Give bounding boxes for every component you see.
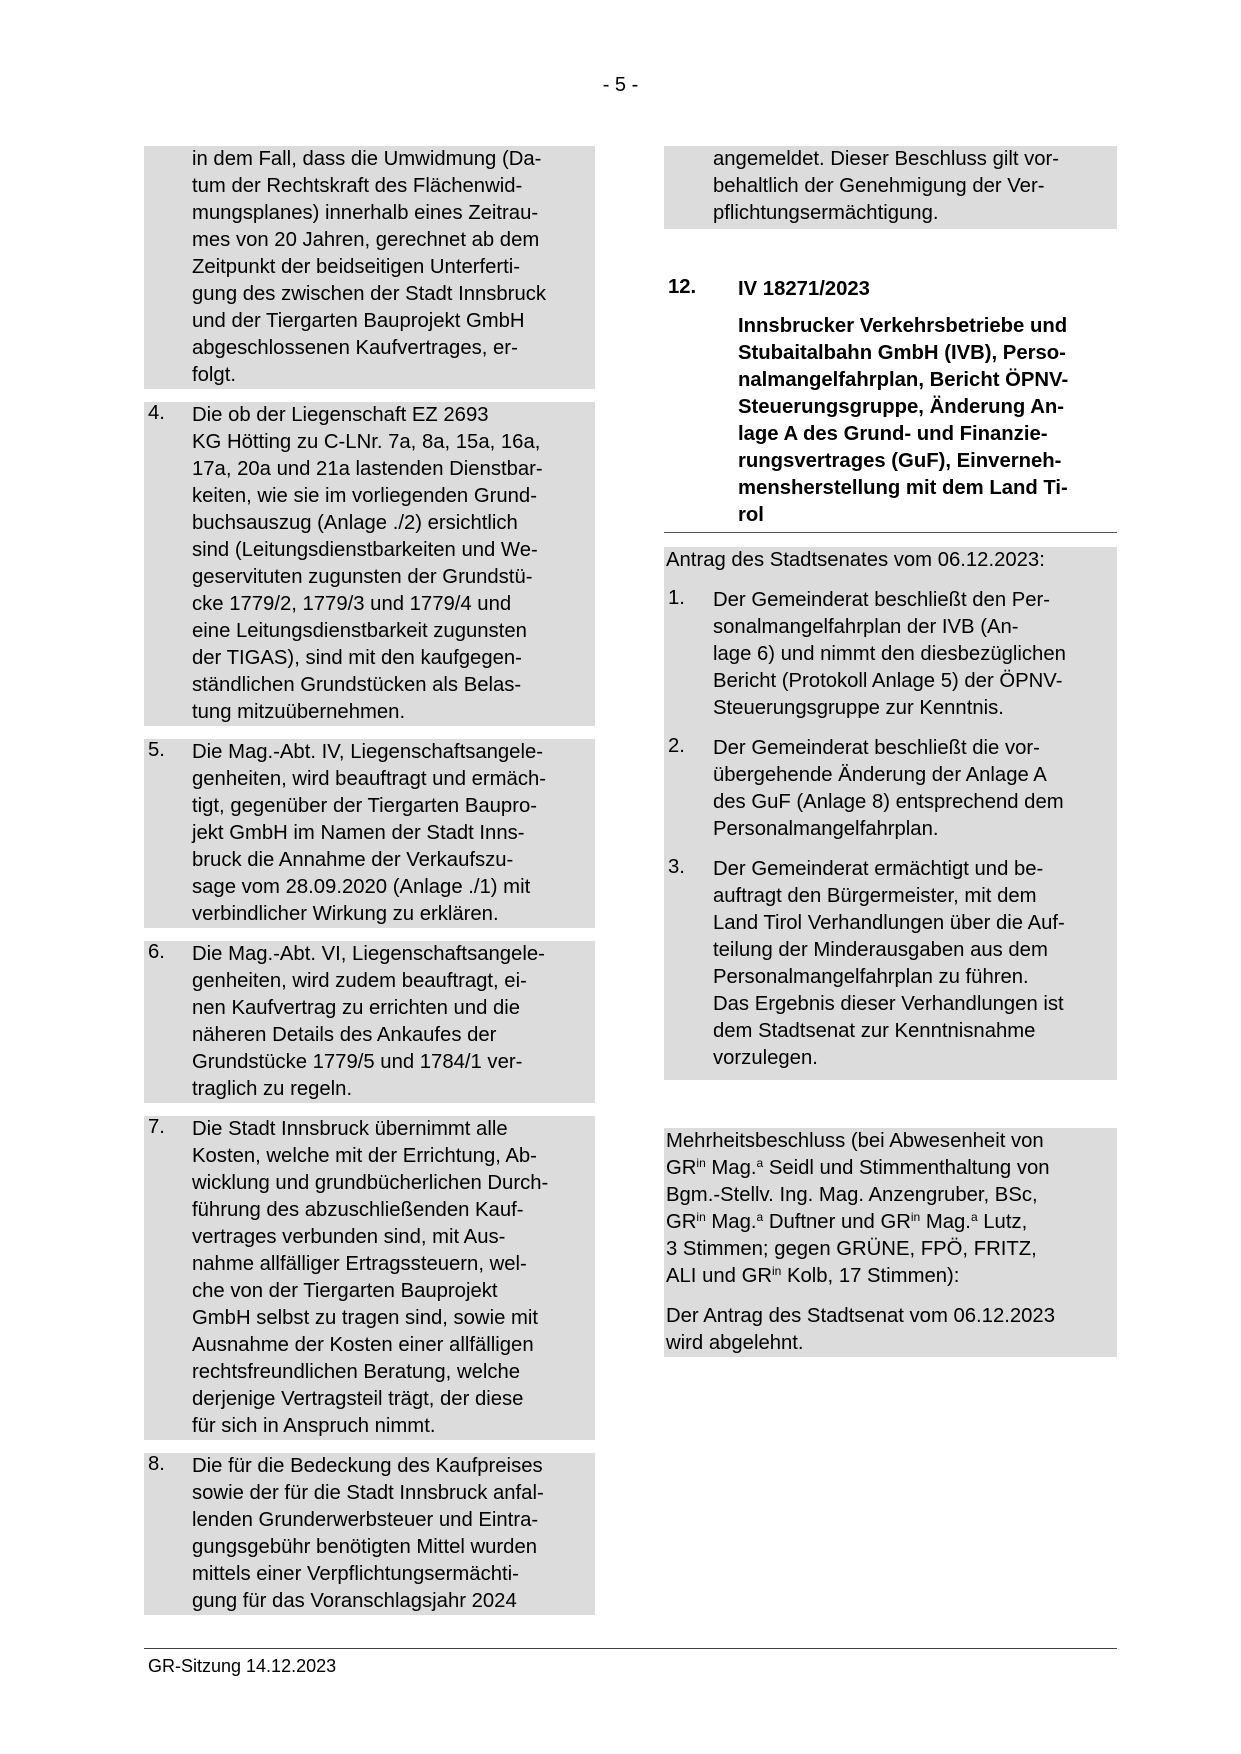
left-column — [144, 146, 595, 1615]
intro-paragraph — [144, 146, 595, 389]
text-line: derjenige Vertragsteil trägt, der diese — [192, 1388, 524, 1410]
text-line: lage 6) und nimmt den diesbezüglichen — [713, 643, 1066, 665]
text-line: ständlichen Grundstücken als Belas- — [192, 674, 522, 696]
motion-heading: Antrag des Stadtsenates vom 06.12.2023: — [666, 549, 1045, 571]
item-number: 1. — [668, 587, 685, 609]
text-line: Die Mag.-Abt. VI, Liegenschaftsangele- — [192, 943, 545, 965]
page-number: - 5 - — [602, 74, 639, 96]
text-line: genheiten, wird beauftragt und ermäch- — [192, 768, 547, 790]
text-line: mes von 20 Jahren, gerechnet ab dem — [192, 229, 540, 251]
motion-item-1 — [664, 587, 1117, 722]
text-line: führung des abzuschließenden Kauf- — [192, 1199, 524, 1221]
text-line: tigt, gegenüber der Tiergarten Baupro- — [192, 795, 537, 817]
text-line: rol — [738, 504, 764, 526]
text-line: Mehrheitsbeschluss (bei Abwesenheit von — [666, 1130, 1044, 1152]
text-line: und der Tiergarten Bauprojekt GmbH — [192, 310, 525, 332]
continuation-paragraph — [664, 146, 1117, 229]
text-line: mungsplanes) innerhalb eines Zeitrau- — [192, 202, 539, 224]
item-number: 3. — [668, 856, 685, 878]
vote-result — [664, 1128, 1117, 1357]
text-line: gung für das Voranschlagsjahr 2024 — [192, 1590, 517, 1612]
text-line: Der Gemeinderat ermächtigt und be- — [713, 858, 1044, 880]
text-line: Grundstücke 1779/5 und 1784/1 ver- — [192, 1051, 523, 1073]
text-line: Die für die Bedeckung des Kaufpreises — [192, 1455, 543, 1477]
text-line: Der Gemeinderat beschließt die vor- — [713, 737, 1040, 759]
text-line: Die Mag.-Abt. IV, Liegenschaftsangele- — [192, 741, 543, 763]
text-line: Land Tirol Verhandlungen über die Auf- — [713, 912, 1065, 934]
list-item-6 — [144, 941, 595, 1103]
text-line: Der Gemeinderat beschließt den Per- — [713, 589, 1051, 611]
list-item-4 — [144, 402, 595, 726]
text-line: wird abgelehnt. — [666, 1332, 804, 1354]
agenda-reference: IV 18271/2023 — [738, 278, 870, 300]
text-line: Personalmangelfahrplan. — [713, 818, 939, 840]
text-line: vorzulegen. — [713, 1047, 818, 1069]
text-line: sowie der für die Stadt Innsbruck anfal- — [192, 1482, 544, 1504]
text-line: keiten, wie sie im vorliegenden Grund- — [192, 485, 537, 507]
text-line: traglich zu regeln. — [192, 1078, 353, 1100]
text-line: jekt GmbH im Namen der Stadt Inns- — [192, 822, 525, 844]
footer-text: GR-Sitzung 14.12.2023 — [148, 1656, 337, 1676]
text-line: tum der Rechtskraft des Flächenwid- — [192, 175, 523, 197]
list-item-5 — [144, 739, 595, 928]
text-line: bruck die Annahme der Verkaufszu- — [192, 849, 514, 871]
item-number: 4. — [148, 402, 165, 424]
text-line: cke 1779/2, 1779/3 und 1779/4 und — [192, 593, 512, 615]
text-line: $GR^{in}$ Mag.$^a$ Seidl und Stimmenthaltung von — [666, 1156, 1050, 1179]
text-line: abgeschlossenen Kaufvertrages, er- — [192, 337, 518, 359]
agenda-number: 12. — [668, 276, 697, 298]
item-number: 6. — [148, 941, 165, 963]
motion-item-3 — [664, 856, 1117, 1072]
agenda-title — [664, 313, 1117, 529]
text-line: gung des zwischen der Stadt Innsbruck — [192, 283, 547, 305]
text-line: folgt. — [192, 364, 236, 386]
text-line: in dem Fall, dass die Umwidmung (Da- — [192, 148, 542, 170]
text-line: rungsvertrages (GuF), Einverneh- — [738, 450, 1062, 472]
text-line: lage A des Grund- und Finanzie- — [738, 423, 1048, 445]
text-line: auftragt den Bürgermeister, mit dem — [713, 885, 1037, 907]
text-line: sind (Leitungsdienstbarkeiten und We- — [192, 539, 538, 561]
item-number: 5. — [148, 739, 165, 761]
text-line: buchsauszug (Anlage ./2) ersichtlich — [192, 512, 518, 534]
text-line: KG Hötting zu C-LNr. 7a, 8a, 15a, 16a, — [192, 431, 541, 453]
text-line: übergehende Änderung der Anlage A — [713, 764, 1047, 786]
text-line: mittels einer Verpflichtungsermächti- — [192, 1563, 519, 1585]
text-line: für sich in Anspruch nimmt. — [192, 1415, 436, 1437]
text-line: che von der Tiergarten Bauprojekt — [192, 1280, 498, 1302]
item-number: 7. — [148, 1116, 165, 1138]
text-line: vertrages verbunden sind, mit Aus- — [192, 1226, 506, 1248]
text-line: Der Antrag des Stadtsenat vom 06.12.2023 — [666, 1305, 1055, 1327]
item-number: 2. — [668, 735, 685, 757]
text-line: genheiten, wird zudem beauftragt, ei- — [192, 970, 527, 992]
text-line: der TIGAS), sind mit den kaufgegen- — [192, 647, 522, 669]
text-line: lenden Grunderwerbsteuer und Eintra- — [192, 1509, 539, 1531]
text-line: Innsbrucker Verkehrsbetriebe und — [738, 315, 1068, 337]
text-line: des GuF (Anlage 8) entsprechend dem — [713, 791, 1064, 813]
right-column — [664, 146, 1117, 1357]
text-line: nalmangelfahrplan, Bericht ÖPNV- — [738, 369, 1069, 391]
text-line: Stubaitalbahn GmbH (IVB), Perso- — [738, 342, 1066, 364]
text-line: sage vom 28.09.2020 (Anlage ./1) mit — [192, 876, 531, 898]
text-line: Die ob der Liegenschaft EZ 2693 — [192, 404, 489, 426]
text-line: $GR^{in}$ Mag.$^a$ Duftner und $GR^{in}$ Mag.$^a$ Lutz, — [666, 1210, 1028, 1233]
item-number: 8. — [148, 1453, 165, 1475]
text-line: nahme allfälliger Ertragssteuern, wel- — [192, 1253, 527, 1275]
text-line: gungsgebühr benötigten Mittel wurden — [192, 1536, 538, 1558]
text-line: näheren Details des Ankaufes der — [192, 1024, 497, 1046]
list-item-8 — [144, 1453, 595, 1615]
text-line: geservituten zugunsten der Grundstü- — [192, 566, 533, 588]
text-line: dem Stadtsenat zur Kenntnisnahme — [713, 1020, 1036, 1042]
text-line: eine Leitungsdienstbarkeit zugunsten — [192, 620, 527, 642]
text-line: rechtsfreundlichen Beratung, welche — [192, 1361, 521, 1383]
text-line: GmbH selbst zu tragen sind, sowie mit — [192, 1307, 539, 1329]
text-line: Personalmangelfahrplan zu führen. — [713, 966, 1029, 988]
text-line: wicklung und grundbücherlichen Durch- — [192, 1172, 549, 1194]
text-line: Bgm.-Stellv. Ing. Mag. Anzengruber, BSc, — [666, 1184, 1038, 1206]
list-item-7 — [144, 1116, 595, 1440]
text-line: Steuerungsgruppe zur Kenntnis. — [713, 697, 1004, 719]
text-line: tung mitzuübernehmen. — [192, 701, 406, 723]
text-line: pflichtungsermächtigung. — [713, 202, 939, 224]
motion-block — [664, 547, 1117, 1080]
text-line: 17a, 20a und 21a lastenden Dienstbar- — [192, 458, 543, 480]
text-line: teilung der Minderausgaben aus dem — [713, 939, 1048, 961]
text-line: Steuerungsgruppe, Änderung An- — [738, 396, 1064, 418]
text-line: angemeldet. Dieser Beschluss gilt vor- — [713, 148, 1060, 170]
text-line: nen Kaufvertrag zu errichten und die — [192, 997, 521, 1019]
footer-divider — [144, 1648, 1117, 1649]
text-line: Das Ergebnis dieser Verhandlungen ist — [713, 993, 1064, 1015]
text-line: mensherstellung mit dem Land Ti- — [738, 477, 1068, 499]
text-line: 3 Stimmen; gegen GRÜNE, FPÖ, FRITZ, — [666, 1238, 1037, 1260]
text-line: Kosten, welche mit der Errichtung, Ab- — [192, 1145, 537, 1167]
text-line: Bericht (Protokoll Anlage 5) der ÖPNV- — [713, 670, 1063, 692]
motion-item-2 — [664, 735, 1117, 843]
agenda-item-header — [664, 276, 1117, 303]
text-line: Zeitpunkt der beidseitigen Unterferti- — [192, 256, 521, 278]
text-line: behaltlich der Genehmigung der Ver- — [713, 175, 1045, 197]
text-line: sonalmangelfahrplan der IVB (An- — [713, 616, 1019, 638]
text-line: Die Stadt Innsbruck übernimmt alle — [192, 1118, 508, 1140]
text-line: Ausnahme der Kosten einer allfälligen — [192, 1334, 534, 1356]
text-line: ALI und $GR^{in}$ Kolb, 17 Stimmen): — [666, 1264, 960, 1287]
text-line: verbindlicher Wirkung zu erklären. — [192, 903, 499, 925]
